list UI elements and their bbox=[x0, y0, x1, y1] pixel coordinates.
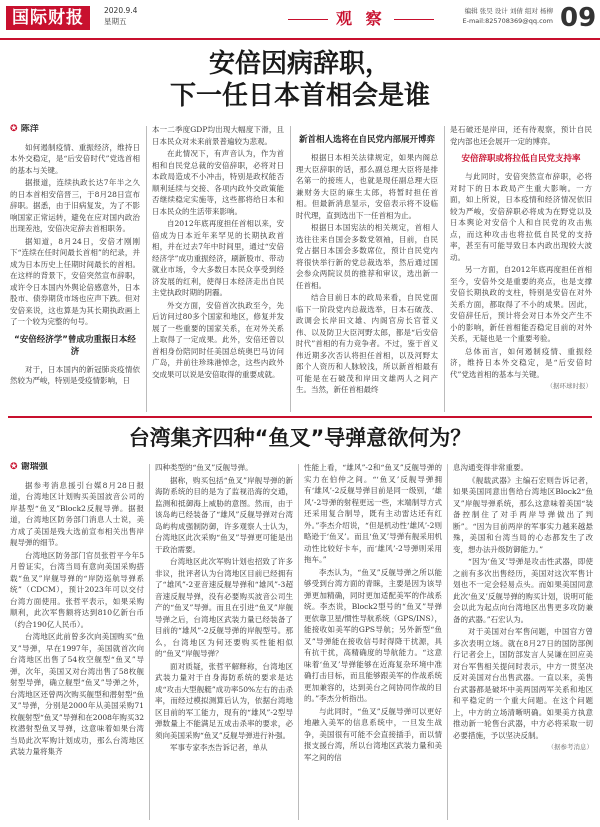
article2-col4 bbox=[453, 462, 593, 822]
article1-subhead2: 新首相人选将在自民党内部展开博弈 bbox=[298, 135, 435, 145]
column-divider bbox=[290, 126, 291, 412]
star-icon: ✪ bbox=[10, 124, 21, 134]
paragraph: 结合目前日本的政局来看，自民党面临下一阶段党内总裁选举，日本石破茂、政调会长岸田文雄、内阁官房长官菅义伟、以及防卫大臣河野太郎，都是“后安倍时代”首相的有力竞争者。不过，鉴于首义伟近期多次否认将担任首相，以及河野太郎个人资历和人脉较浅，所以新首相最有可能是在石破茂和岸田文雄两人之间产生。当然，新任首相最终 bbox=[296, 293, 438, 394]
paragraph: 息沟通变得非常重要。 bbox=[453, 463, 528, 472]
paragraph: 如何遏制疫情、重振经济，维持日本外交稳定，是“后安倍时代”党选首相的基本与关键。 bbox=[10, 142, 140, 175]
article2-col1 bbox=[10, 462, 144, 822]
article1-author: 陈洋 bbox=[20, 124, 39, 134]
paragraph: 外交方面，安倍首次执政至今，先后访问过80多个国家和地区，修复并发展了一些重要的国家关系，在对外关系上取得了一定成果。此外，安倍还曾以首相身份陪同时任美国总统奥巴马访问广岛，并前往珍珠港悼念，这些内政外交成果可以说是安倍取得的重要成就。 bbox=[152, 300, 284, 379]
paragraph: 面对质疑，张哲平解释称，台湾地区武装力量对于自身海防系统的要求是达成“攻击大型舰艇”成功率50%左右的击杀率，而经过模拟测算后认为，依据台湾地区目前的军工能力，现有的“雄风”-2型导弹数量上不能满足五成击杀率的要求，必须向美国采购“鱼叉”反舰导弹进行补强。 bbox=[155, 661, 293, 740]
issue-date: 2020.9.4 bbox=[104, 6, 138, 15]
page-info bbox=[448, 6, 553, 26]
paragraph: 台湾地区此次军购计划也招致了许多非议，批评者认为台湾地区目前已经拥有了“雄风”-2亚音速反舰导弹和“雄风”-3超音速反舰导弹，没有必要购买波音公司生产的“鱼叉”导弹。而且在引进“鱼叉”岸舰导弹之后，台湾地区武装力量已经装备了目前的“雄风”-2反舰导弹的岸舰型号。那么，台湾地区为何还要购买性能相似的“鱼叉”岸舰导弹？ bbox=[155, 557, 293, 658]
article1-col2 bbox=[152, 124, 284, 414]
paragraph: 对于美国对台军售问题，中国官方曾多次表明立场。就在8月27日的国防部例行记者会上，国防部发言人吴谦在回应美对台军售相关提问时表示，中方一贯坚决反对美国对台出售武器。一直以来，美售台武器都是破坏中美两国两军关系和地区和平稳定的一个重大问题。在这个问题上，中方的立场清晰明确。如果美方执意推动新一轮售台武器，中方必将采取一切必要措施，予以坚决反制。 bbox=[453, 627, 593, 740]
paragraph: 本一二季度GDP均出现大幅度下滑，且日本民众对未来前景普遍较为悲观。 bbox=[152, 125, 284, 146]
paragraph: 《舰载武器》主编石宏则告诉记者，如果美国同意出售给台湾地区Block2“鱼叉”岸舰导弹系统，那么这意味着美国“装备控制住了对手两岸导弹做出了判断”。“因为目前两岸的军事实力越来越悬殊，美国和台湾当局的心态都发生了改变，想办法升级防御能力。” bbox=[453, 475, 593, 554]
issue-weekday: 星期五 bbox=[104, 17, 127, 26]
section-deco-left bbox=[288, 19, 328, 20]
paragraph: 据参考消息援引台媒8月28日报道，台湾地区计划购买美国波音公司的岸基型“鱼叉”Block2反舰导弹。据报道，台湾地区防务部门消息人士说，美方成了美国是残大选前宣布相关出售岸舰导弹的细节。 bbox=[10, 480, 144, 547]
article2-col3 bbox=[304, 462, 442, 822]
article1-subhead3: 安倍辞职或将拉低自民党支持率 bbox=[461, 154, 581, 164]
paragraph: 李杰认为，“鱼叉”反舰导弹之所以能够受到台湾方面的青睐，主要是因为该导弹更加精确，同时更加适配美军的作战系统。李杰说，Block2型号的“鱼叉”导弹更依靠卫星/惯性导航系统（GPS/INS），能接收如美军的GPS导航；另外新型“鱼叉”导弹能在接收信号时得降干扰源，具有抗干扰，高精确度的导航能力。“这意味着‘鱼叉’导弹能够在近海复杂环境中准确打击目标，而且能够跟美军的作战系统更加兼容的，达到美台之间协同作战的目的。”李杰分析指出。 bbox=[304, 567, 442, 703]
section-title bbox=[280, 6, 442, 29]
article1-title-line2: 下一任日本首相会是谁 bbox=[169, 81, 430, 111]
paragraph: 据称，购买包括“鱼叉”岸舰导弹的新海防系统的目的是为了监视沿海的交通，监测和抵御海上威胁的意图。然而，由于该岛屿已经装备了“雄风”反舰导弹对台湾岛屿构成强制防御，许多观察人士认为，台湾地区此次采购“鱼叉”导弹更可能是出于政治需要。 bbox=[155, 475, 293, 554]
paragraph: 根据日本相关法律规定，如果内阁总理大臣辞职的话，那么副总理大臣将是排名第一的接班人，也就是现任副总理大臣兼财务大臣的麻生太郎，将暂时担任首相。但最新消息显示，安倍表示将不设临时代理，直到选出下一任首相为止。 bbox=[296, 153, 438, 220]
paragraph: 是石破还是岸田，还有待观察，预计自民党内部也还会展开一定的博弈。 bbox=[450, 125, 592, 146]
column-divider bbox=[444, 126, 445, 412]
paragraph: 另一方面，自2012年底再度担任首相至今，安倍外交是重要的亮点，也是支撑安倍长期执政的支柱，特别是安倍在对外关系方面，都取得了不小的成果。因此，安倍辞任后，预计将会对日本外交产生不小的影响，新任首相能否稳定目前的对外关系，无疑也是一个重要考验。 bbox=[450, 265, 592, 343]
paragraph: 总体而言，如何遏制疫情、重振经济，维持日本外交稳定，是“后安倍时代”党选首相的基本与关键。 bbox=[450, 346, 592, 379]
paragraph: 据报道，连续执政长达7年半之久的日本首相安倍晋三，于8月28日宣布辞职。据悉，由于旧病复发，为了不影响国家正常运转，避免在应对国内政治出现差池，安倍决定辞去首相职务。 bbox=[10, 178, 140, 233]
column-divider bbox=[447, 464, 448, 820]
paragraph: 性能上看，“雄风”-2和“鱼叉”反舰导弹的实力在伯仲之间。“‘鱼叉’反舰导弹拥有‘雄风’-2反舰导弹目前是同一级别，‘雄风’-2导弹的射程更远一些，末端制导方式还采用复合制导，既有主动雷达还有红外。”李杰介绍说，“但是机动性‘雄风’-2则略逊于‘鱼叉’。而且‘鱼叉’导弹有舰采用机动性比较好卡车，而‘雄风’-2导弹则采用拖车。” bbox=[304, 463, 442, 564]
article-divider bbox=[8, 416, 592, 418]
newspaper-logo: 国际财报 bbox=[6, 6, 90, 30]
page-number: 09 bbox=[560, 3, 597, 33]
article1-subhead1: “安倍经济学”曾成功重振日本经济 bbox=[14, 334, 136, 357]
paragraph: 军事专家李杰告诉记者，单从 bbox=[170, 743, 268, 752]
paragraph: 四种类型的“鱼叉”反舰导弹。 bbox=[155, 463, 253, 472]
column-divider bbox=[298, 464, 299, 820]
article2-headline: 台湾集齐四种“鱼叉”导弹意欲何为？ bbox=[128, 426, 472, 450]
column-divider bbox=[146, 126, 147, 412]
article2-credit: （据参考消息） bbox=[547, 743, 593, 751]
article1-col3 bbox=[296, 124, 438, 414]
page-email: E-mail:825708369@qq.com bbox=[462, 17, 553, 25]
article1-title-line1: 安倍因病辞职， bbox=[208, 49, 391, 79]
paragraph: 台湾地区此前曾多次向美国购买“鱼叉”导弹，早在1997年，美国就首次向台湾地区出售了54枚空舰型“鱼叉”导弹，次年，美国又对台湾出售了58枚舰射型导弹，确立舰型“鱼叉”导弹之外，台湾地区还曾两次购买舰型和潜射型“鱼叉”导弹，分别是2000年从美国采购71枚舰射型“鱼叉”导弹和在2008年购买32枚潜射型鱼叉导弹，这意味着如果台湾当局此次军购计划成功，那么台湾地区武装力量将集齐 bbox=[10, 632, 144, 756]
paragraph: 根据日本国宪法的相关规定，首相人选往往来自国会多数党领袖，目前，自民党占据日本国会多数席位，预计自民党内将很快举行新的党总裁选举，然后通过国会参众两院议员的推荐和审议，选出新一任首相。 bbox=[296, 223, 438, 290]
paragraph: 与此同时，“鱼叉”反舰导弹可以更好地融入美军的信息系统中，一旦发生战争，美国很有可能不会直接插手，而以情报支援台湾，所以台湾地区武装力量和美军之间的信 bbox=[304, 706, 442, 762]
article2-author: 谢瑞强 bbox=[20, 462, 48, 472]
star-icon: ✪ bbox=[10, 462, 21, 472]
issue-date-box bbox=[104, 5, 137, 27]
page-editors: 编辑 张昊 设计 刘倩 组对 杨柳 bbox=[464, 7, 553, 15]
paragraph: 台湾地区防务部门官员张哲平今年5月曾证实，台湾当局有意向美国采购搭载“鱼叉”岸舰导弹的“岸防巡航导弹系统”（CDCM），预计2023年可以交付台湾方面使用。张哲平表示，如果采购顺利，此次军售额将达到810亿新台币（约合190亿人民币）。 bbox=[10, 550, 144, 629]
paragraph: 对于，日本国内的新冠肺炎疫情依然较为严峻，特别是受疫情影响，日 bbox=[10, 364, 140, 385]
article1-credit: （据环球时报） bbox=[546, 382, 592, 390]
paragraph: 在此情况下，有声音认为，作为首相和自民党总裁的安倍辞职，必将对日本政局造成不小冲击，特别是政权能否顺利延续与交接、各项内政外交政策能否继续稳定实施等，这些都将给日本和日本民众的生活带来影响。 bbox=[152, 149, 284, 216]
article1-headline bbox=[120, 48, 480, 112]
paragraph: 自2012年底再度担任首相以来，安倍成为日本近年来罕见的长期执政首相，并在过去7年中时间里，通过“安倍经济学”成功重振经济，刷新股市、带动就业市场，令大多数日本民众享受到经济发展的红利，使得日本经济走出自民主党执政时期的阴霾。 bbox=[152, 219, 284, 297]
masthead bbox=[0, 0, 600, 40]
section-title-text: 观 察 bbox=[336, 9, 386, 28]
article2-byline bbox=[10, 462, 144, 474]
paragraph: 与此同时，安倍突然宣布辞职，必将对时下的日本政局产生重大影响。一方面，如上所说，日本疫情和经济情况依旧较为严峻，安倍辞职必将成为在野党以及日本舆论对安倍个人和自民党的攻击焦点，而这种攻击也将拉低自民党的支持率，甚至有可能导致日本内政出现较大波动。 bbox=[450, 172, 592, 262]
article2-col2 bbox=[155, 462, 293, 822]
article1-byline bbox=[10, 124, 140, 136]
article1-col1 bbox=[10, 124, 140, 414]
section-deco-right bbox=[394, 19, 434, 20]
column-divider bbox=[149, 464, 150, 820]
paragraph: 据知道，8月24日，安倍才刚刚下“连续在任时间最长首相”的纪录，并成为日本历史上任期时间最长的首相。在这样的背景下，安倍突然宣布辞职，或许令日本国内外舆论倍感意外，日本股市、债券期货市场也应声下跌。但对安倍来说，这也算是为其长期执政画上了一个较为完整的句号。 bbox=[10, 236, 140, 326]
paragraph: “因为‘鱼叉’导弹是攻击性武器，即使之前有多次出售经历，美国对这次军售计划也不一定会轻易点头。而如果美国同意此次‘鱼叉’反舰导弹的购买计划，说明可能会以此为起点向台湾地区出售更多攻防兼备的武器。”石宏认为。 bbox=[453, 557, 593, 624]
article1-col4 bbox=[450, 124, 592, 414]
